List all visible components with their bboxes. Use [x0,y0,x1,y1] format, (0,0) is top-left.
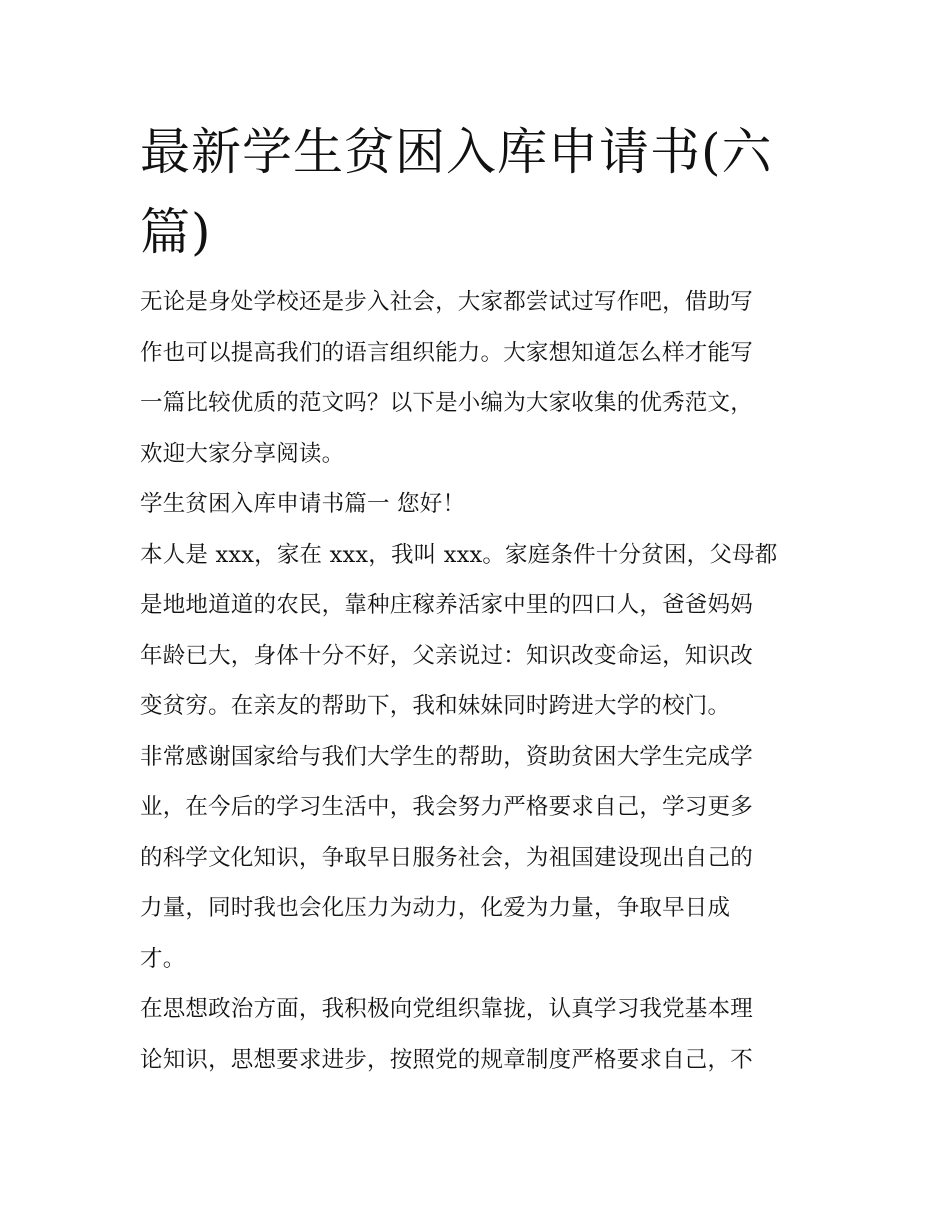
body-line: 年龄已大，身体十分不好，父亲说过：知识改变命运，知识改 [140,642,753,669]
document-body [140,277,830,1085]
body-line: 作也可以提高我们的语言组织能力。大家想知道怎么样才能写 [140,339,753,366]
title-line: 篇) [140,203,212,261]
body-line: 才。 [140,945,186,972]
body-line: 力量，同时我也会化压力为动力，化爱为力量，争取早日成 [140,895,731,921]
section-heading: 学生贫困入库申请书篇一 您好！ [140,491,466,517]
body-line: 的科学文化知识，争取早日服务社会，为祖国建设现出自己的 [140,844,753,871]
body-line: 论知识，思想要求进步，按照党的规章制度严格要求自己，不 [140,1046,753,1073]
body-line: 业，在今后的学习生活中，我会努力严格要求自己，学习更多 [140,794,753,820]
body-line: 欢迎大家分享阅读。 [140,440,345,467]
document-title [140,112,820,272]
body-line: 一篇比较优质的范文吗？以下是小编为大家收集的优秀范文， [140,390,753,416]
body-line: 是地地道道的农民，靠种庄稼养活家中里的四口人，爸爸妈妈 [140,592,753,618]
body-line: 无论是身处学校还是步入社会，大家都尝试过写作吧，借助写 [140,289,753,315]
body-line: 非常感谢国家给与我们大学生的帮助，资助贫困大学生完成学 [140,743,753,770]
body-line: 变贫穷。在亲友的帮助下，我和妹妹同时跨进大学的校门。 [140,693,731,719]
body-line: 在思想政治方面，我积极向党组织靠拢，认真学习我党基本理 [140,996,753,1022]
body-line: 本人是 xxx，家在 xxx，我叫 xxx。家庭条件十分贫困，父母都 [140,541,778,568]
title-line: 最新学生贫困入库申请书(六 [140,123,773,181]
